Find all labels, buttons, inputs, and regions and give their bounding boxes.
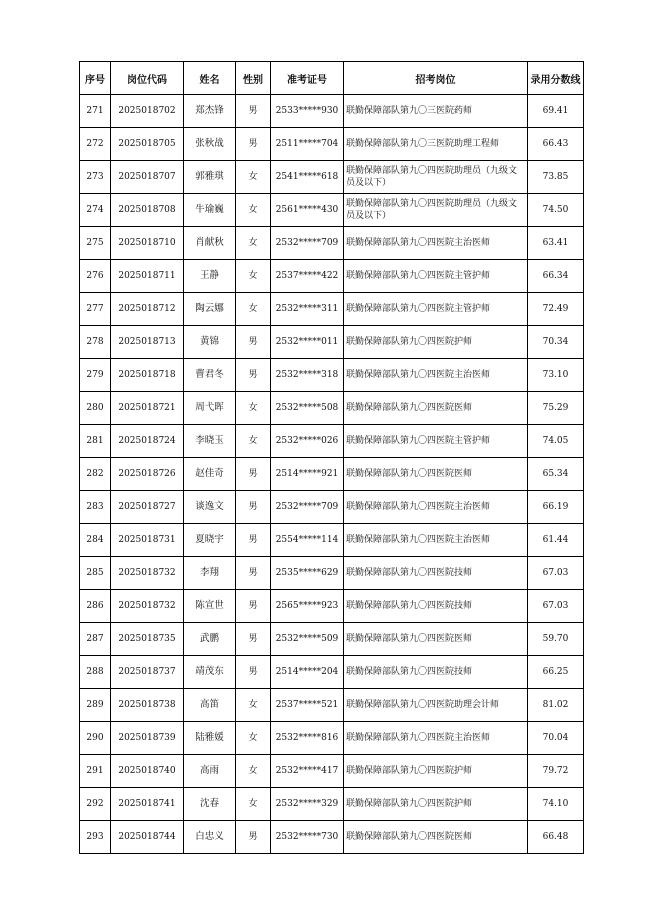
score-line-cell: 66.48: [528, 821, 584, 854]
recruit-post-cell: 联勤保障部队第九〇四医院主治医师: [344, 359, 528, 392]
gender-cell: 男: [236, 359, 271, 392]
post-code-cell: 2025018712: [111, 293, 184, 326]
table-row: [80, 128, 584, 161]
recruit-post-cell: 联勤保障部队第九〇四医院护师: [344, 788, 528, 821]
exam-id-cell: 2541*****618: [271, 161, 344, 194]
gender-cell: 男: [236, 95, 271, 128]
post-code-cell: 2025018732: [111, 590, 184, 623]
recruit-post-cell: 联勤保障部队第九〇四医院医师: [344, 458, 528, 491]
recruit-post-cell: 联勤保障部队第九〇四医院护师: [344, 755, 528, 788]
exam-id-cell: 2565*****923: [271, 590, 344, 623]
score-line-cell: 74.05: [528, 425, 584, 458]
name-cell: 夏晓宇: [184, 524, 236, 557]
gender-cell: 女: [236, 788, 271, 821]
post-code-cell: 2025018702: [111, 95, 184, 128]
serial-cell: 279: [80, 359, 111, 392]
recruit-post-cell: 联勤保障部队第九〇四医院主管护师: [344, 260, 528, 293]
name-cell: 沈春: [184, 788, 236, 821]
table-row: [80, 656, 584, 689]
score-line-cell: 73.85: [528, 161, 584, 194]
serial-cell: 280: [80, 392, 111, 425]
score-line-cell: 69.41: [528, 95, 584, 128]
table-header-row: [80, 62, 584, 95]
name-cell: 王静: [184, 260, 236, 293]
recruit-post-cell: 联勤保障部队第九〇四医院助理员（九级文员及以下）: [344, 161, 528, 194]
gender-cell: 女: [236, 194, 271, 227]
name-cell: 高笛: [184, 689, 236, 722]
recruit-post-cell: 联勤保障部队第九〇四医院主治医师: [344, 491, 528, 524]
table-row: [80, 227, 584, 260]
post-code-cell: 2025018740: [111, 755, 184, 788]
gender-cell: 男: [236, 821, 271, 854]
exam-id-cell: 2537*****521: [271, 689, 344, 722]
recruit-post-cell: 联勤保障部队第九〇四医院技师: [344, 590, 528, 623]
table-row: [80, 293, 584, 326]
serial-cell: 275: [80, 227, 111, 260]
serial-cell: 283: [80, 491, 111, 524]
gender-cell: 男: [236, 623, 271, 656]
exam-id-cell: 2554*****114: [271, 524, 344, 557]
name-cell: 高雨: [184, 755, 236, 788]
recruit-post-cell: 联勤保障部队第九〇四医院主管护师: [344, 425, 528, 458]
column-header-recruit-post: 招考岗位: [344, 62, 528, 95]
name-cell: 郑杰锋: [184, 95, 236, 128]
recruit-post-cell: 联勤保障部队第九〇四医院护师: [344, 326, 528, 359]
exam-id-cell: 2532*****508: [271, 392, 344, 425]
serial-cell: 293: [80, 821, 111, 854]
name-cell: 靖茂东: [184, 656, 236, 689]
exam-id-cell: 2532*****709: [271, 491, 344, 524]
exam-id-cell: 2532*****011: [271, 326, 344, 359]
gender-cell: 男: [236, 524, 271, 557]
gender-cell: 男: [236, 590, 271, 623]
serial-cell: 285: [80, 557, 111, 590]
exam-id-cell: 2532*****318: [271, 359, 344, 392]
table-row: [80, 458, 584, 491]
exam-id-cell: 2514*****921: [271, 458, 344, 491]
name-cell: 肖献秋: [184, 227, 236, 260]
gender-cell: 女: [236, 161, 271, 194]
table-row: [80, 722, 584, 755]
table-row: [80, 689, 584, 722]
name-cell: 周弋晖: [184, 392, 236, 425]
score-line-cell: 70.34: [528, 326, 584, 359]
name-cell: 牛瑜巍: [184, 194, 236, 227]
table-row: [80, 95, 584, 128]
table-row: [80, 161, 584, 194]
score-line-cell: 67.03: [528, 557, 584, 590]
post-code-cell: 2025018739: [111, 722, 184, 755]
name-cell: 陶云娜: [184, 293, 236, 326]
score-line-cell: 65.34: [528, 458, 584, 491]
recruit-post-cell: 联勤保障部队第九〇四医院主治医师: [344, 524, 528, 557]
table-body: [80, 95, 584, 854]
post-code-cell: 2025018710: [111, 227, 184, 260]
post-code-cell: 2025018727: [111, 491, 184, 524]
serial-cell: 290: [80, 722, 111, 755]
gender-cell: 女: [236, 689, 271, 722]
name-cell: 陈宣世: [184, 590, 236, 623]
name-cell: 武鹏: [184, 623, 236, 656]
table-row: [80, 491, 584, 524]
serial-cell: 271: [80, 95, 111, 128]
serial-cell: 282: [80, 458, 111, 491]
gender-cell: 男: [236, 326, 271, 359]
post-code-cell: 2025018711: [111, 260, 184, 293]
exam-id-cell: 2532*****311: [271, 293, 344, 326]
score-line-cell: 74.10: [528, 788, 584, 821]
gender-cell: 女: [236, 392, 271, 425]
recruit-post-cell: 联勤保障部队第九〇四医院主管护师: [344, 293, 528, 326]
gender-cell: 男: [236, 557, 271, 590]
column-header-score-line: 录用分数线: [528, 62, 584, 95]
table-row: [80, 326, 584, 359]
recruit-post-cell: 联勤保障部队第九〇四医院主治医师: [344, 227, 528, 260]
name-cell: 谈逸文: [184, 491, 236, 524]
table-row: [80, 260, 584, 293]
serial-cell: 286: [80, 590, 111, 623]
gender-cell: 女: [236, 293, 271, 326]
table-row: [80, 623, 584, 656]
gender-cell: 男: [236, 128, 271, 161]
exam-id-cell: 2532*****709: [271, 227, 344, 260]
column-header-post-code: 岗位代码: [111, 62, 184, 95]
post-code-cell: 2025018708: [111, 194, 184, 227]
post-code-cell: 2025018732: [111, 557, 184, 590]
recruit-post-cell: 联勤保障部队第九〇四医院医师: [344, 392, 528, 425]
serial-cell: 272: [80, 128, 111, 161]
score-line-cell: 61.44: [528, 524, 584, 557]
column-header-serial: 序号: [80, 62, 111, 95]
score-line-cell: 66.43: [528, 128, 584, 161]
score-line-cell: 70.04: [528, 722, 584, 755]
table-row: [80, 590, 584, 623]
gender-cell: 女: [236, 260, 271, 293]
serial-cell: 281: [80, 425, 111, 458]
recruit-post-cell: 联勤保障部队第九〇四医院主治医师: [344, 722, 528, 755]
table-row: [80, 557, 584, 590]
admission-score-table: [79, 61, 584, 854]
score-line-cell: 66.25: [528, 656, 584, 689]
exam-id-cell: 2535*****629: [271, 557, 344, 590]
post-code-cell: 2025018718: [111, 359, 184, 392]
gender-cell: 女: [236, 722, 271, 755]
name-cell: 曹君冬: [184, 359, 236, 392]
exam-id-cell: 2532*****329: [271, 788, 344, 821]
score-line-cell: 73.10: [528, 359, 584, 392]
gender-cell: 男: [236, 656, 271, 689]
exam-id-cell: 2533*****930: [271, 95, 344, 128]
score-line-cell: 66.19: [528, 491, 584, 524]
table-row: [80, 359, 584, 392]
exam-id-cell: 2537*****422: [271, 260, 344, 293]
post-code-cell: 2025018731: [111, 524, 184, 557]
post-code-cell: 2025018744: [111, 821, 184, 854]
name-cell: 黄锦: [184, 326, 236, 359]
serial-cell: 274: [80, 194, 111, 227]
table-row: [80, 788, 584, 821]
recruit-post-cell: 联勤保障部队第九〇四医院助理会计师: [344, 689, 528, 722]
serial-cell: 277: [80, 293, 111, 326]
gender-cell: 男: [236, 491, 271, 524]
score-line-cell: 67.03: [528, 590, 584, 623]
table-row: [80, 194, 584, 227]
name-cell: 张秋战: [184, 128, 236, 161]
score-line-cell: 75.29: [528, 392, 584, 425]
gender-cell: 女: [236, 425, 271, 458]
gender-cell: 男: [236, 458, 271, 491]
score-line-cell: 59.70: [528, 623, 584, 656]
recruit-post-cell: 联勤保障部队第九〇四医院医师: [344, 821, 528, 854]
serial-cell: 284: [80, 524, 111, 557]
table-row: [80, 821, 584, 854]
name-cell: 李晓玉: [184, 425, 236, 458]
column-header-gender: 性别: [236, 62, 271, 95]
exam-id-cell: 2532*****417: [271, 755, 344, 788]
recruit-post-cell: 联勤保障部队第九〇三医院助理工程师: [344, 128, 528, 161]
exam-id-cell: 2532*****026: [271, 425, 344, 458]
recruit-post-cell: 联勤保障部队第九〇四医院医师: [344, 623, 528, 656]
recruit-post-cell: 联勤保障部队第九〇四医院技师: [344, 656, 528, 689]
serial-cell: 291: [80, 755, 111, 788]
name-cell: 李翔: [184, 557, 236, 590]
recruit-post-cell: 联勤保障部队第九〇四医院助理员（九级文员及以下）: [344, 194, 528, 227]
post-code-cell: 2025018724: [111, 425, 184, 458]
serial-cell: 273: [80, 161, 111, 194]
serial-cell: 289: [80, 689, 111, 722]
post-code-cell: 2025018738: [111, 689, 184, 722]
serial-cell: 278: [80, 326, 111, 359]
serial-cell: 276: [80, 260, 111, 293]
exam-id-cell: 2532*****816: [271, 722, 344, 755]
exam-id-cell: 2511*****704: [271, 128, 344, 161]
recruit-post-cell: 联勤保障部队第九〇三医院药师: [344, 95, 528, 128]
score-line-cell: 66.34: [528, 260, 584, 293]
post-code-cell: 2025018735: [111, 623, 184, 656]
post-code-cell: 2025018741: [111, 788, 184, 821]
score-line-cell: 79.72: [528, 755, 584, 788]
serial-cell: 288: [80, 656, 111, 689]
column-header-exam-id: 准考证号: [271, 62, 344, 95]
score-line-cell: 72.49: [528, 293, 584, 326]
name-cell: 陆雅媛: [184, 722, 236, 755]
name-cell: 郭雅琪: [184, 161, 236, 194]
score-line-cell: 74.50: [528, 194, 584, 227]
post-code-cell: 2025018721: [111, 392, 184, 425]
column-header-name: 姓名: [184, 62, 236, 95]
serial-cell: 287: [80, 623, 111, 656]
post-code-cell: 2025018726: [111, 458, 184, 491]
score-line-cell: 63.41: [528, 227, 584, 260]
post-code-cell: 2025018707: [111, 161, 184, 194]
table-row: [80, 392, 584, 425]
recruit-post-cell: 联勤保障部队第九〇四医院技师: [344, 557, 528, 590]
exam-id-cell: 2514*****204: [271, 656, 344, 689]
exam-id-cell: 2532*****509: [271, 623, 344, 656]
table-row: [80, 755, 584, 788]
table-row: [80, 524, 584, 557]
gender-cell: 女: [236, 227, 271, 260]
post-code-cell: 2025018705: [111, 128, 184, 161]
name-cell: 赵佳奇: [184, 458, 236, 491]
gender-cell: 女: [236, 755, 271, 788]
post-code-cell: 2025018737: [111, 656, 184, 689]
name-cell: 白忠义: [184, 821, 236, 854]
serial-cell: 292: [80, 788, 111, 821]
exam-id-cell: 2532*****730: [271, 821, 344, 854]
score-line-cell: 81.02: [528, 689, 584, 722]
post-code-cell: 2025018713: [111, 326, 184, 359]
exam-id-cell: 2561*****430: [271, 194, 344, 227]
table-row: [80, 425, 584, 458]
